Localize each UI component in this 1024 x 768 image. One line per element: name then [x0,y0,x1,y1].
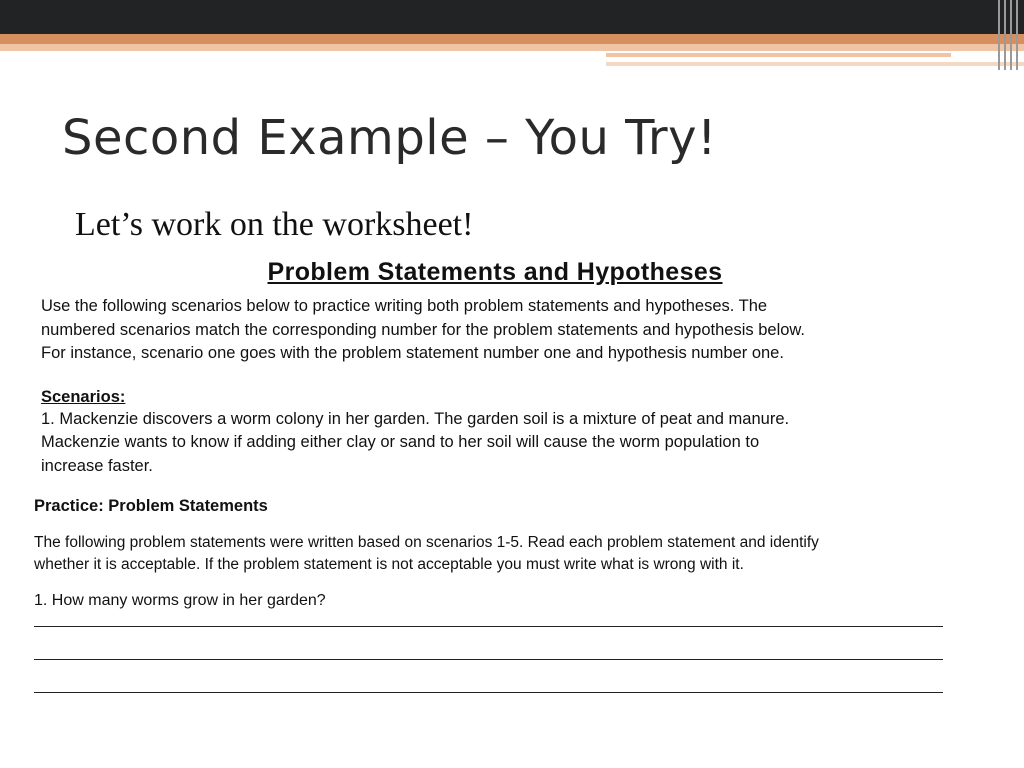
intro-line: For instance, scenario one goes with the problem statement number one and hypothesis number one. [41,344,784,362]
intro-line: numbered scenarios match the corresponding number for the problem statements and hypothesis below. [41,320,806,339]
corner-stripes [994,0,1024,70]
top-peach-bar [0,44,1024,51]
practice-line: whether it is acceptable. If the problem statement is not acceptable you must write what is wrong with it. [34,556,744,573]
answer-line [34,660,943,693]
intro-line: Use the following scenarios below to practice writing both problem statements and hypotheses. The [41,297,768,315]
answer-line [34,627,943,660]
practice-line: The following problem statements were written based on scenarios 1-5. Read each problem statement and identify [34,534,819,551]
scenario-line: increase faster. [41,456,153,475]
scenario-line: Mackenzie wants to know if adding either clay or sand to her soil will cause the worm population to [41,433,760,451]
slide-title: Second Example – You Try! [62,110,717,166]
answer-line [34,612,943,627]
scenario-line: 1. Mackenzie discovers a worm colony in her garden. The garden soil is a mixture of peat and manure. [41,409,790,428]
worksheet-title: Problem Statements and Hypotheses [267,258,723,286]
top-orange-bar [0,34,1024,44]
slide-subtitle: Let’s work on the worksheet! [75,206,474,243]
scenarios-heading: Scenarios: [41,387,126,406]
decor-line [606,53,951,57]
decor-line [606,62,1024,66]
practice-instructions [30,532,960,576]
practice-heading: Practice: Problem Statements [34,497,268,515]
question-1: 1. How many worms grow in her garden? [34,592,326,609]
worksheet-image [30,258,960,693]
top-dark-bar [0,0,1024,34]
